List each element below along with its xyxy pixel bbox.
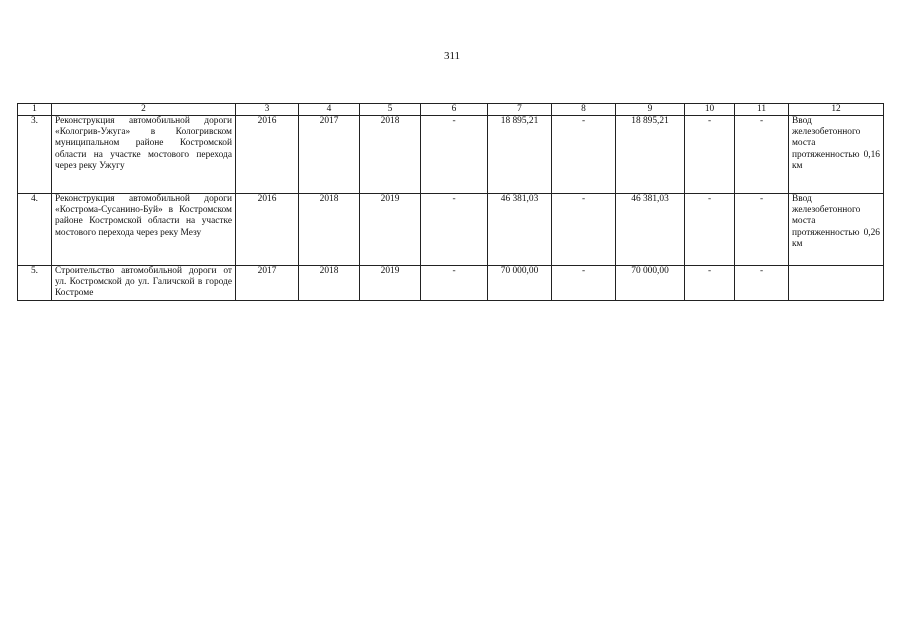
cell-col-8: -: [552, 194, 616, 266]
result-note: Ввод железобетонного моста протяженностью 0,26 км: [789, 194, 884, 266]
cell-col-7: 18 895,21: [488, 116, 552, 194]
cell-col-11: -: [735, 194, 789, 266]
cell-col-10: -: [685, 116, 735, 194]
column-header: 1: [18, 104, 52, 116]
cell-col-9: 18 895,21: [616, 116, 685, 194]
column-header: 7: [488, 104, 552, 116]
result-note: Ввод железобетонного моста протяженностью 0,16 км: [789, 116, 884, 194]
row-number: 3.: [18, 116, 52, 194]
cell-col-3: 2016: [236, 194, 299, 266]
result-note: [789, 266, 884, 301]
row-number: 4.: [18, 194, 52, 266]
cell-col-5: 2019: [360, 194, 421, 266]
cell-col-7: 70 000,00: [488, 266, 552, 301]
column-header: 9: [616, 104, 685, 116]
column-header: 8: [552, 104, 616, 116]
cell-col-5: 2019: [360, 266, 421, 301]
cell-col-8: -: [552, 266, 616, 301]
cell-col-6: -: [421, 116, 488, 194]
column-header: 12: [789, 104, 884, 116]
cell-col-6: -: [421, 194, 488, 266]
cell-col-4: 2018: [299, 194, 360, 266]
cell-col-9: 46 381,03: [616, 194, 685, 266]
column-header: 6: [421, 104, 488, 116]
column-header: 3: [236, 104, 299, 116]
cell-col-3: 2017: [236, 266, 299, 301]
row-number: 5.: [18, 266, 52, 301]
column-header: 5: [360, 104, 421, 116]
project-name: Реконструкция автомобильной дороги «Кологрив-Ужуга» в Кологривском муниципальном районе Костромской области на участке мостового перехода через реку Ужугу: [52, 116, 236, 194]
cell-col-6: -: [421, 266, 488, 301]
column-header: 4: [299, 104, 360, 116]
table-row: [18, 194, 884, 266]
project-name: Строительство автомобильной дороги от ул. Костромской до ул. Галичской в городе Костроме: [52, 266, 236, 301]
cell-col-4: 2017: [299, 116, 360, 194]
data-table: [17, 103, 884, 301]
cell-col-3: 2016: [236, 116, 299, 194]
cell-col-9: 70 000,00: [616, 266, 685, 301]
cell-col-11: -: [735, 116, 789, 194]
column-header: 2: [52, 104, 236, 116]
cell-col-7: 46 381,03: [488, 194, 552, 266]
table-row: [18, 116, 884, 194]
cell-col-5: 2018: [360, 116, 421, 194]
cell-col-4: 2018: [299, 266, 360, 301]
cell-col-10: -: [685, 194, 735, 266]
table-row: [18, 266, 884, 301]
project-name: Реконструкция автомобильной дороги «Кострома-Сусанино-Буй» в Костромском районе Костромской области на участке мостового перехода через реку Мезу: [52, 194, 236, 266]
cell-col-10: -: [685, 266, 735, 301]
cell-col-8: -: [552, 116, 616, 194]
cell-col-11: -: [735, 266, 789, 301]
page-number: 311: [443, 50, 461, 62]
column-header: 11: [735, 104, 789, 116]
header-row: [18, 104, 884, 116]
column-header: 10: [685, 104, 735, 116]
